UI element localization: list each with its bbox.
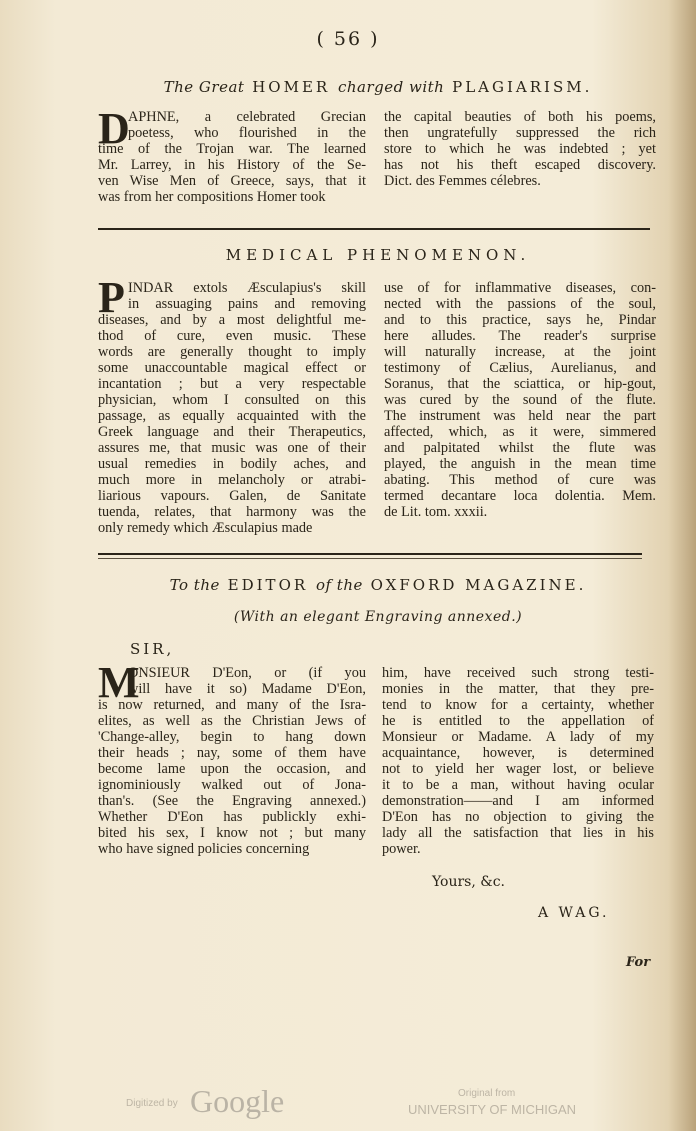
text-line: only remedy which Æsculapius made: [98, 520, 313, 536]
article1-left-column: [98, 104, 366, 205]
section-divider: [98, 228, 650, 230]
title-prefix: To the: [169, 576, 220, 594]
text-line: time of the Trojan war. The learned: [98, 141, 366, 157]
text-line: played, the anguish in the mean time: [384, 456, 656, 472]
text-line: tend to know for a certainty, whether: [382, 697, 654, 713]
text-line: incantation ; but a very respectable: [98, 376, 366, 392]
text-line: acquaintance, however, is determined: [382, 745, 654, 761]
digitized-by-label: Digitized by: [126, 1098, 178, 1109]
text-line: Mr. Larrey, in his History of the Se-: [98, 157, 366, 173]
text-line: elites, as well as the Christian Jews of: [98, 713, 366, 729]
text-line: tuenda, relates, that harmony was the: [98, 504, 366, 520]
text-line: demonstration——and I am informed: [382, 793, 654, 809]
article-title-medical: MEDICAL PHENOMENON.: [225, 246, 531, 264]
text-line: much more in melancholy or atrabi-: [98, 472, 366, 488]
text-line: will naturally increase, at the joint: [384, 344, 656, 360]
university-label: UNIVERSITY OF MICHIGAN: [408, 1102, 577, 1117]
text-line: power.: [382, 841, 421, 857]
text-line: D'Eon has no objection to giving the: [382, 809, 654, 825]
article3-right-column: [382, 665, 654, 857]
text-line: here alludes. The reader's surprise: [384, 328, 656, 344]
text-line: the capital beauties of both his poems,: [384, 109, 656, 125]
article2-right-column: [384, 280, 656, 520]
text-line: him, have received such strong testi-: [382, 665, 654, 681]
text-line: who have signed policies concerning: [98, 841, 310, 857]
text-line: The instrument was held near the part: [384, 408, 656, 424]
google-logo: Google: [190, 1083, 285, 1119]
section-divider: [98, 553, 642, 555]
text-line: and palpitated whilst the flute was: [384, 440, 656, 456]
text-line: in assuaging pains and removing: [128, 296, 366, 312]
title-mid: of the: [315, 576, 363, 594]
text-line: he is entitled to the appellation of: [382, 713, 654, 729]
page-number: ( 56 ): [316, 28, 380, 50]
text-line: bited his sex, I know not ; but many: [98, 825, 366, 841]
text-line: store to which he was indebted ; yet: [384, 141, 656, 157]
text-line: is now returned, and many of the Isra-: [98, 697, 366, 713]
article2-left-column: [98, 273, 366, 536]
text-line: testimony of Cælius, Aurelianus, and: [384, 360, 656, 376]
text-line: lady all the satisfaction that lies in his: [382, 825, 654, 841]
original-from-label: Original from: [458, 1088, 516, 1099]
text-line: words are generally thought to imply: [98, 344, 366, 360]
text-line: Dict. des Femmes célebres.: [384, 173, 541, 189]
article-title-letter: [98, 576, 658, 594]
closing: Yours, &c.: [432, 874, 506, 890]
text-line: liarious vapours. Galen, de Sanitate: [98, 488, 366, 504]
text-line: abating. This method of cure was: [384, 472, 656, 488]
text-line: usual remedies in bodily aches, and: [98, 456, 366, 472]
text-line: ONSIEUR D'Eon, or (if you: [128, 665, 366, 681]
text-line: affected, which, as it were, simmered: [384, 424, 656, 440]
text-line: become lame upon the occasion, and: [98, 761, 366, 777]
title-end: PLAGIARISM.: [452, 78, 593, 96]
text-line: thod of cure, even music. These: [98, 328, 366, 344]
text-line: was from her compositions Homer took: [98, 189, 326, 205]
text-line: assures me, that music was one of their: [98, 440, 366, 456]
title-name: HOMER: [252, 78, 331, 96]
text-line: Soranus, that the sciattica, or hip-gout,: [384, 376, 656, 392]
article1-right-column: [384, 109, 656, 189]
article-title-homer: [98, 78, 658, 96]
text-line: poetess, who flourished in the: [128, 125, 366, 141]
text-line: Greek language and their Therapeutics,: [98, 424, 366, 440]
text-line: Whether D'Eon has publickly exhi-: [98, 809, 366, 825]
text-line: has not his theft escaped discovery.: [384, 157, 656, 173]
text-line: not to yield her wager lost, or believe: [382, 761, 654, 777]
text-line: monies in the matter, that they pre-: [382, 681, 654, 697]
text-line: nected with the passions of the soul,: [384, 296, 656, 312]
text-line: ignominiously walked out of Jona-: [98, 777, 366, 793]
text-line: termed decantare loca dolentia. Mem.: [384, 488, 656, 504]
dropcap: M: [98, 658, 140, 707]
text-line: diseases, and by a most delightful me-: [98, 312, 366, 328]
text-line: use of for inflammative diseases, con-: [384, 280, 656, 296]
text-line: INDAR extols Æsculapius's skill: [128, 280, 366, 296]
text-line: and to this practice, says he, Pindar: [384, 312, 656, 328]
title-name: EDITOR: [227, 576, 309, 594]
dropcap: P: [98, 273, 125, 322]
text-line: than's. (See the Engraving annexed.): [98, 793, 366, 809]
salutation: SIR,: [130, 640, 175, 658]
text-line: ven Wise Men of Greece, says, that it: [98, 173, 366, 189]
text-line: 'Change-alley, begin to hang down: [98, 729, 366, 745]
catchword: For: [626, 955, 651, 970]
text-line: physician, whom I consulted on this: [98, 392, 366, 408]
title-mid: charged with: [337, 78, 445, 96]
text-line: some unaccountable magical effect or: [98, 360, 366, 376]
text-line: passage, as equally acquainted with the: [98, 408, 366, 424]
title-end: OXFORD MAGAZINE.: [370, 576, 587, 594]
text-line: was cured by the sound of the flute.: [384, 392, 656, 408]
text-line: Monsieur or Madame. A lady of my: [382, 729, 654, 745]
article-subtitle: (With an elegant Engraving annexed.): [233, 609, 523, 625]
text-line: APHNE, a celebrated Grecian: [128, 109, 366, 125]
text-line: will have it so) Madame D'Eon,: [128, 681, 366, 697]
text-line: it to be a man, without having ocular: [382, 777, 654, 793]
article3-left-column: [98, 658, 366, 857]
text-line: their heads ; nay, some of them have: [98, 745, 366, 761]
title-prefix: The Great: [163, 78, 245, 96]
dropcap: D: [98, 104, 130, 153]
text-line: de Lit. tom. xxxii.: [384, 504, 488, 520]
text-line: then ungratefully suppressed the rich: [384, 125, 656, 141]
signature: A WAG.: [538, 905, 610, 921]
section-divider-thin: [98, 558, 642, 559]
